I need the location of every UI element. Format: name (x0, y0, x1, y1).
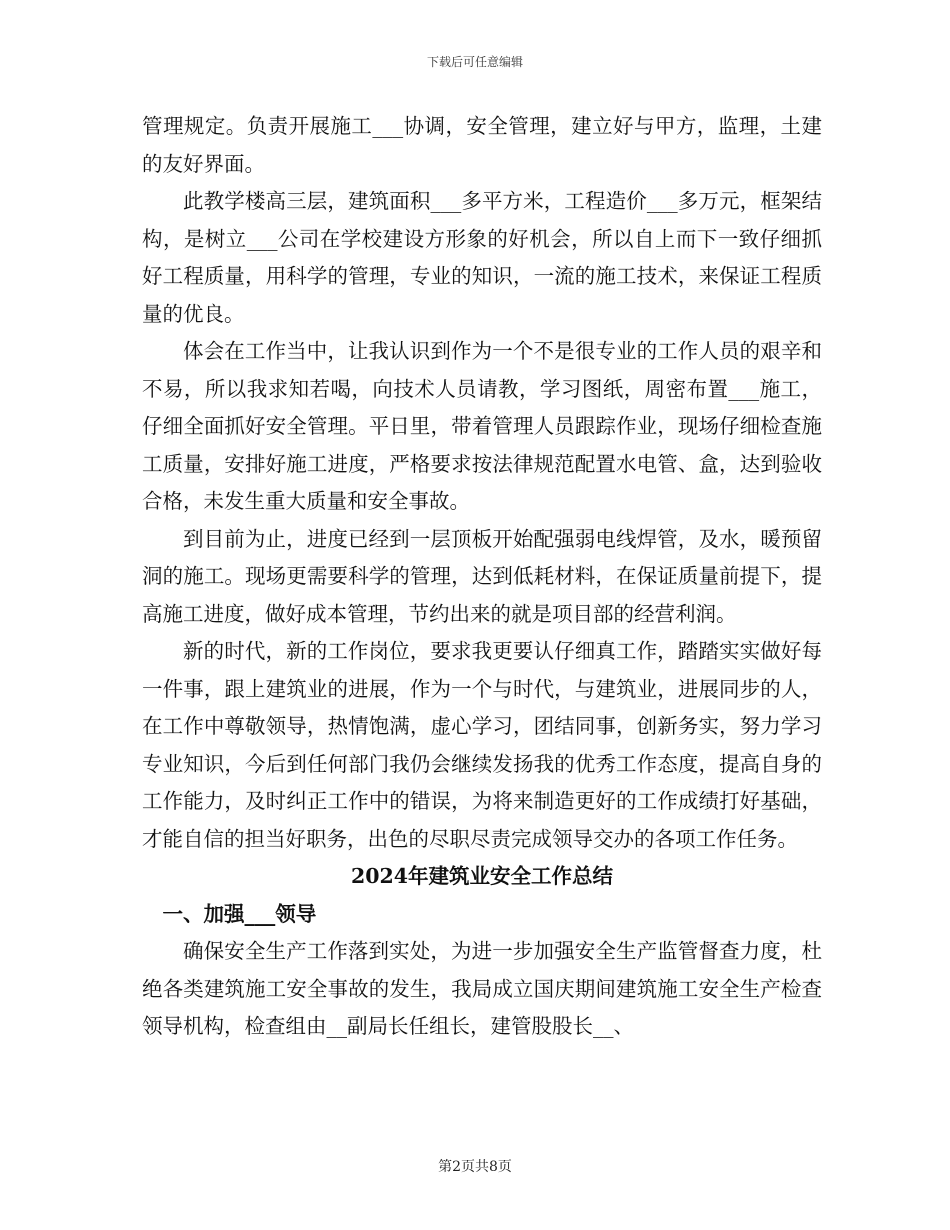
paragraph-continuation: 管理规定。负责开展施工___协调，安全管理，建立好与甲方，监理，土建的友好界面。 (142, 114, 822, 176)
page-footer: 第2页共8页 (438, 1159, 512, 1175)
document-body (142, 108, 822, 1046)
paragraph-new-era: 新的时代，新的工作岗位，要求我更要认仔细真工作，踏踏实实做好每一件事，跟上建筑业的进展，作为一个与时代，与建筑业，进展同步的人，在工作中尊敬领导，热情饱满，虚心学习，团结同事，创新务实，努力学习专业知识，今后到任何部门我仍会继续发扬我的优秀工作态度，提高自身的工作能力，及时纠正工作中的错误，为将来制造更好的工作成绩打好基础，才能自信的担当好职务，出色的尽职尽责完成领导交办的各项工作任务。 (142, 639, 822, 851)
paragraph-work-experience: 体会在工作当中，让我认识到作为一个不是很专业的工作人员的艰辛和不易，所以我求知若喝，向技术人员请教，学习图纸，周密布置___施工，仔细全面抓好安全管理。平日里，带着管理人员跟踪作业，现场仔细检查施工质量，安排好施工进度，严格要求按法律规范配置水电管、盒，达到验收合格，未发生重大质量和安全事故。 (142, 339, 822, 513)
section-heading: 一、加强___领导 (162, 901, 317, 926)
paragraph-progress: 到目前为止，进度已经到一层顶板开始配强弱电线焊管，及水，暖预留洞的施工。现场更需要科学的管理，达到低耗材料，在保证质量前提下，提高施工进度，做好成本管理，节约出来的就是项目部的经营利润。 (142, 526, 822, 626)
paragraph-safety-inspection: 确保安全生产工作落到实处，为进一步加强安全生产监管督查力度，杜绝各类建筑施工安全事故的发生，我局成立国庆期间建筑施工安全生产检查领导机构，检查组由__副局长任组长，建管股股长__、 (142, 939, 822, 1038)
page-header: 下载后可任意编辑 (426, 55, 523, 69)
section-title: 2024年建筑业安全工作总结 (350, 864, 614, 888)
paragraph-building-overview: 此教学楼高三层，建筑面积___多平方米，工程造价___多万元，框架结构，是树立___公司在学校建设方形象的好机会，所以自上而下一致仔细抓好工程质量，用科学的管理，专业的知识，一流的施工技术，来保证工程质量的优良。 (142, 189, 822, 326)
